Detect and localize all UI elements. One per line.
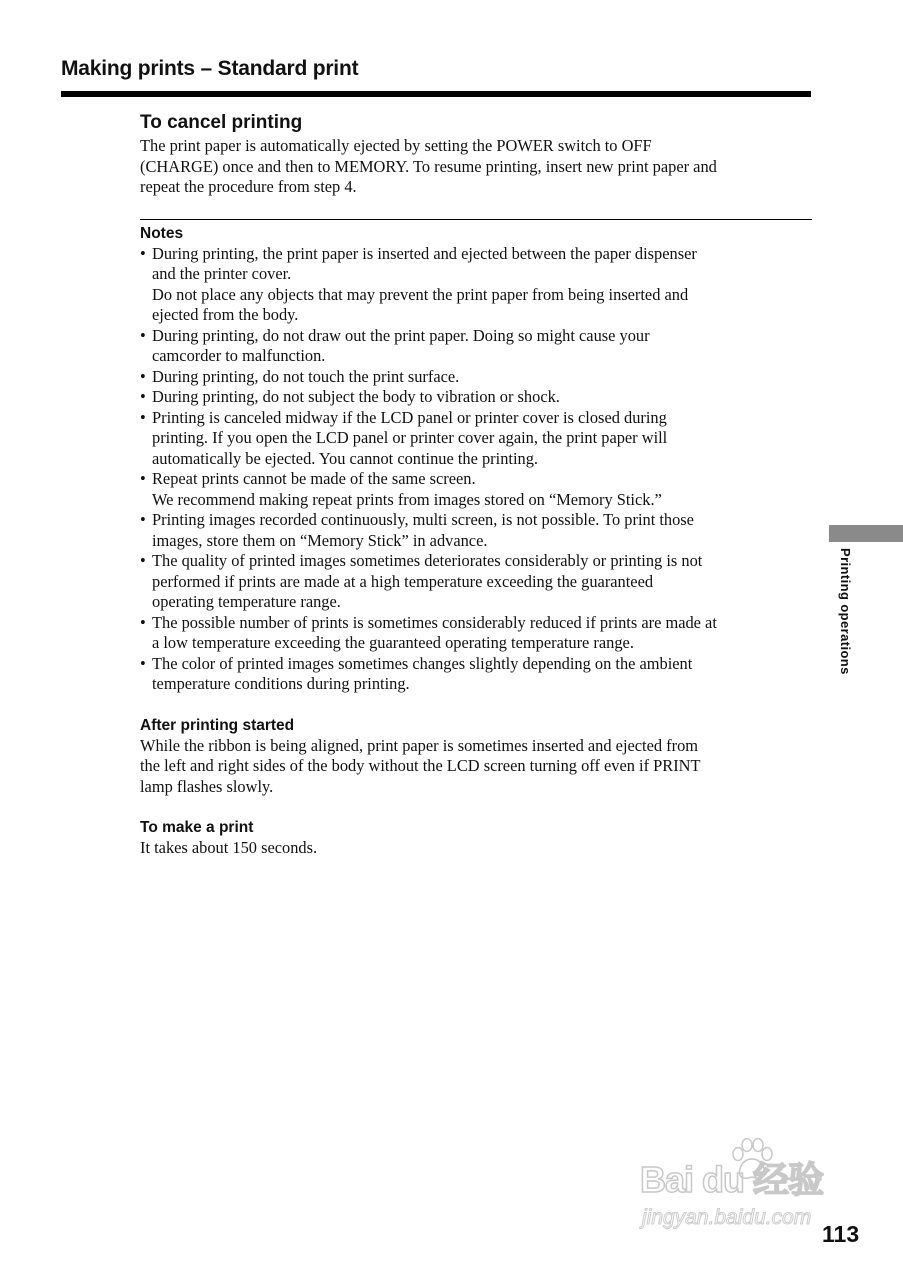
note-line: The quality of printed images sometimes deteriorates considerably or printing is not	[152, 551, 703, 570]
spacer	[140, 797, 812, 817]
note-line: Printing images recorded continuously, multi screen, is not possible. To print those	[152, 510, 694, 529]
note-line: Printing is canceled midway if the LCD panel or printer cover is closed during	[152, 407, 667, 427]
note-line: During printing, do not touch the print surface.	[152, 366, 460, 386]
after-printing-line: the left and right sides of the body without the LCD screen turning off even if PRINT	[140, 756, 701, 775]
notes-section	[140, 223, 812, 695]
note-line: The color of printed images sometimes changes slightly depending on the ambient	[152, 653, 693, 673]
note-item	[140, 654, 812, 695]
bullet-icon: •	[140, 612, 146, 632]
section-tab-label: Printing operations	[838, 548, 853, 675]
note-line: printing. If you open the LCD panel or printer cover again, the print paper will	[152, 428, 668, 447]
bullet-icon: •	[140, 366, 146, 386]
note-item	[140, 387, 812, 408]
spacer	[140, 695, 812, 715]
note-line: During printing, the print paper is inserted and ejected between the paper dispenser	[152, 243, 697, 263]
note-line: performed if prints are made at a high temperature exceeding the guaranteed	[152, 571, 654, 591]
note-line: Do not place any objects that may prevent the print paper from being inserted and	[152, 284, 689, 304]
watermark-brand: Bai du 经验	[640, 1159, 824, 1200]
watermark-url: jingyan.baidu.com	[642, 1206, 812, 1229]
title-rule	[61, 91, 811, 97]
bullet-icon: •	[140, 551, 146, 570]
paw-icon	[728, 1138, 774, 1182]
bullet-icon: •	[140, 325, 146, 345]
note-item	[140, 408, 812, 470]
after-printing-heading: After printing started	[140, 716, 295, 734]
cancel-printing-section	[140, 110, 812, 198]
notes-divider	[140, 219, 812, 220]
bullet-icon: •	[140, 243, 146, 263]
cancel-line: The print paper is automatically ejected by setting the POWER switch to OFF	[140, 136, 652, 155]
after-printing-section	[140, 715, 812, 798]
note-line: operating temperature range.	[152, 592, 341, 611]
note-line: images, store them on “Memory Stick” in advance.	[152, 530, 488, 550]
note-line: During printing, do not draw out the print paper. Doing so might cause your	[152, 325, 650, 345]
note-line: During printing, do not subject the body to vibration or shock.	[152, 387, 560, 406]
bullet-icon: •	[140, 469, 146, 488]
make-print-heading: To make a print	[140, 819, 254, 836]
cancel-line: repeat the procedure from step 4.	[140, 177, 357, 196]
notes-list	[140, 244, 812, 695]
bullet-icon: •	[140, 407, 146, 427]
cancel-line: (CHARGE) once and then to MEMORY. To resume printing, insert new print paper and	[140, 156, 717, 176]
cancel-printing-heading: To cancel printing	[140, 112, 303, 133]
note-item	[140, 613, 812, 654]
note-line: We recommend making repeat prints from images stored on “Memory Stick.”	[152, 489, 662, 509]
cancel-printing-text	[140, 136, 812, 198]
page-title: Making prints – Standard print	[61, 57, 359, 80]
after-printing-line: lamp flashes slowly.	[140, 776, 274, 796]
make-print-section	[140, 817, 812, 859]
note-line: and the printer cover.	[152, 264, 292, 283]
note-line: The possible number of prints is sometimes considerably reduced if prints are made at	[152, 612, 717, 632]
note-item	[140, 469, 812, 510]
bullet-icon: •	[140, 653, 146, 673]
bullet-icon: •	[140, 510, 146, 529]
note-line: camcorder to malfunction.	[152, 346, 326, 365]
note-item	[140, 367, 812, 388]
note-line: Repeat prints cannot be made of the same screen.	[152, 469, 476, 488]
notes-heading: Notes	[140, 224, 184, 242]
page-number: 113	[822, 1221, 860, 1247]
bullet-icon: •	[140, 387, 146, 406]
note-line: a low temperature exceeding the guaranteed operating temperature range.	[152, 633, 634, 652]
note-line: ejected from the body.	[152, 305, 299, 324]
note-item	[140, 510, 812, 551]
make-print-line: It takes about 150 seconds.	[140, 838, 318, 857]
content-column	[140, 110, 812, 859]
section-tab-marker	[829, 525, 903, 542]
baidu-watermark	[640, 1138, 850, 1248]
note-item	[140, 551, 812, 613]
after-printing-line: While the ribbon is being aligned, print paper is sometimes inserted and ejected from	[140, 735, 699, 755]
note-item	[140, 244, 812, 326]
note-line: automatically be ejected. You cannot continue the printing.	[152, 448, 538, 468]
note-line: temperature conditions during printing.	[152, 674, 410, 693]
note-item	[140, 326, 812, 367]
